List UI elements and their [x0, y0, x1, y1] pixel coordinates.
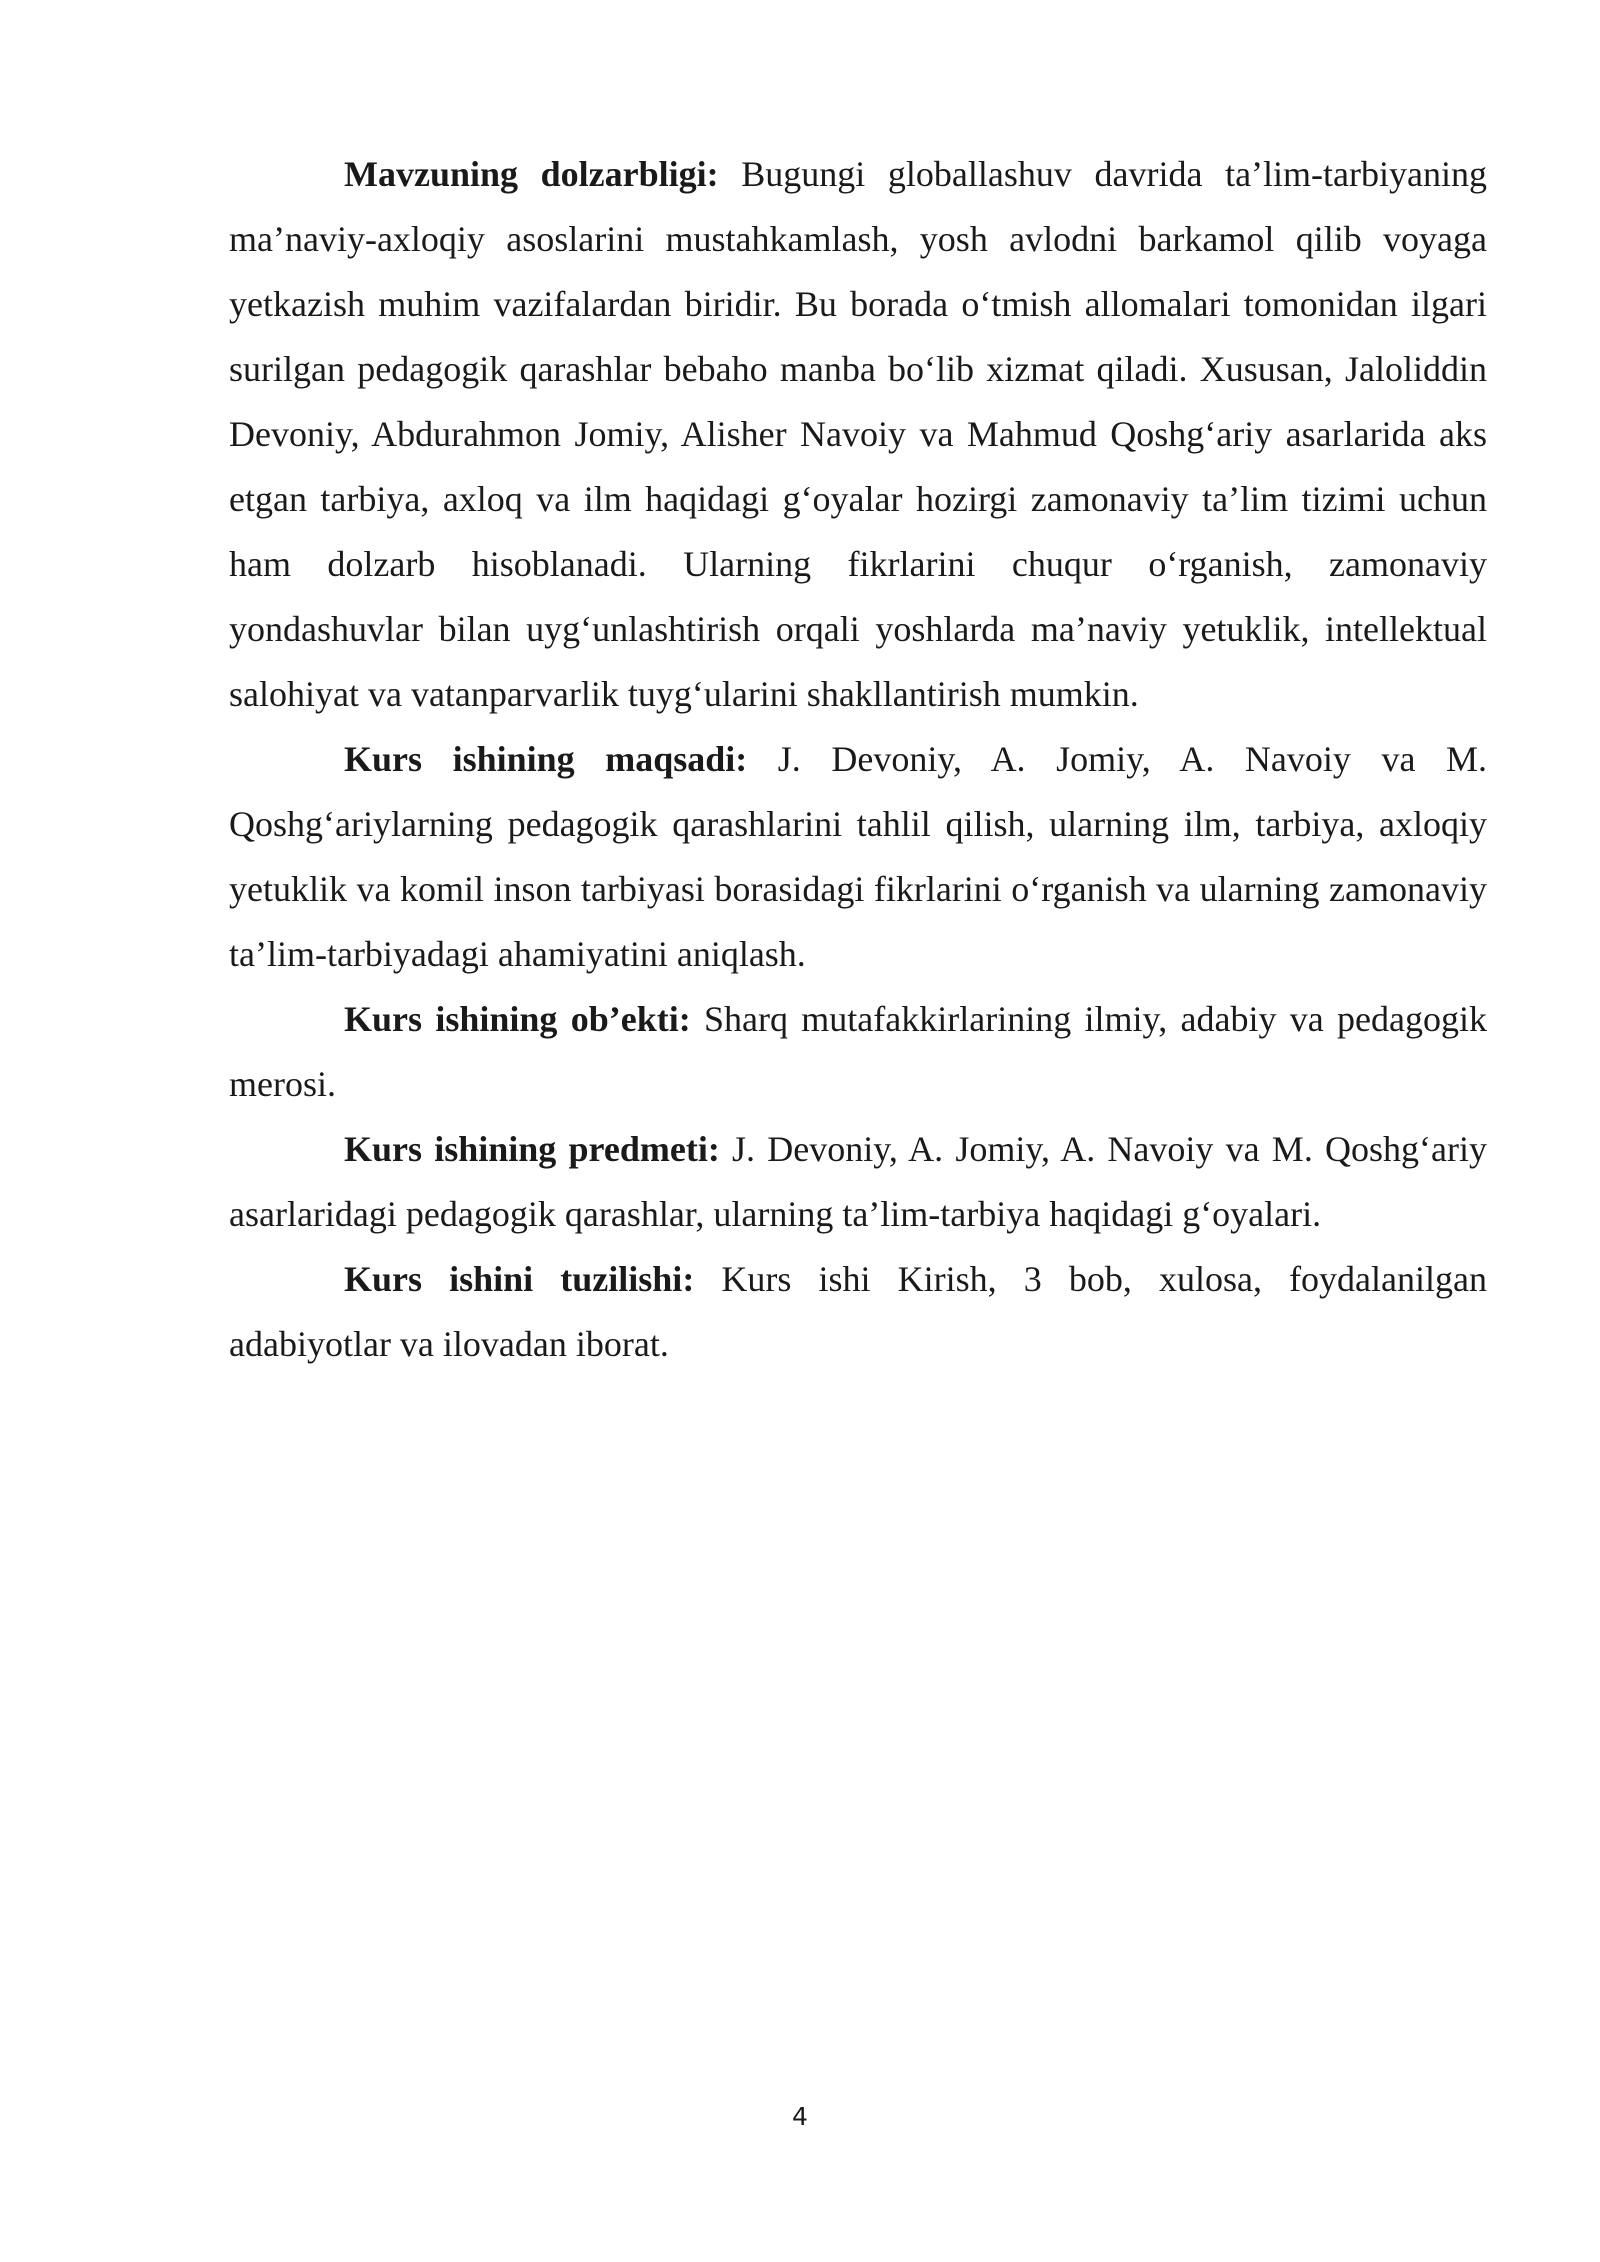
- paragraph-heading: Mavzuning dolzarbligi:: [344, 154, 719, 194]
- paragraph-relevance: [229, 142, 1487, 727]
- paragraph-structure: [229, 1247, 1487, 1377]
- paragraph-heading: Kurs ishining ob’ekti:: [344, 999, 691, 1039]
- paragraph-text: Bugungi globallashuv davrida ta’lim-tarbiyaning ma’naviy-axloqiy asoslarini mustahkamlash, yosh avlodni barkamol qilib voyaga yetkazish muhim vazifalardan biridir. Bu borada o‘tmish allomalari tomonidan ilgari surilgan pedagogik qarashlar bebaho manba bo‘lib xizmat qiladi. Xususan, Jaloliddin Devoniy, Abdurahmon Jomiy, Alisher Navoiy va Mahmud Qoshg‘ariy asarlarida aks etgan tarbiya, axloq va ilm haqidagi g‘oyalar hozirgi zamonaviy ta’lim tizimi uchun ham dolzarb hisoblanadi. Ularning fikrlarini chuqur o‘rganish, zamonaviy yondashuvlar bilan uyg‘unlashtirish orqali yoshlarda ma’naviy yetuklik, intellektual salohiyat va vatanparvarlik tuyg‘ularini shakllantirish mumkin.: [229, 154, 1487, 714]
- paragraph-subject: [229, 1117, 1487, 1247]
- page-number: 4: [792, 2102, 808, 2131]
- paragraph-text: J. Devoniy, A. Jomiy, A. Navoiy va M. Qoshg‘ariylarning pedagogik qarashlarini tahlil qilish, ularning ilm, tarbiya, axloqiy yetuklik va komil inson tarbiyasi borasidagi fikrlarini o‘rganish va ularning zamonaviy ta’lim-tarbiyadagi ahamiyatini aniqlash.: [229, 739, 1487, 974]
- paragraph-goal: [229, 727, 1487, 987]
- paragraph-text: Kurs ishi Kirish, 3 bob, xulosa, foydalanilgan adabiyotlar va ilovadan iborat.: [229, 1259, 1487, 1364]
- paragraph-text: Sharq mutafakkirlarining ilmiy, adabiy va pedagogik merosi.: [229, 999, 1487, 1104]
- paragraph-heading: Kurs ishining maqsadi:: [344, 739, 748, 779]
- paragraph-object: [229, 987, 1487, 1117]
- paragraph-heading: Kurs ishining predmeti:: [344, 1129, 720, 1169]
- page-body: [229, 142, 1487, 1377]
- paragraph-text: J. Devoniy, A. Jomiy, A. Navoiy va M. Qoshg‘ariy asarlaridagi pedagogik qarashlar, ularning ta’lim-tarbiya haqidagi g‘oyalari.: [229, 1129, 1487, 1234]
- paragraph-heading: Kurs ishini tuzilishi:: [344, 1259, 695, 1299]
